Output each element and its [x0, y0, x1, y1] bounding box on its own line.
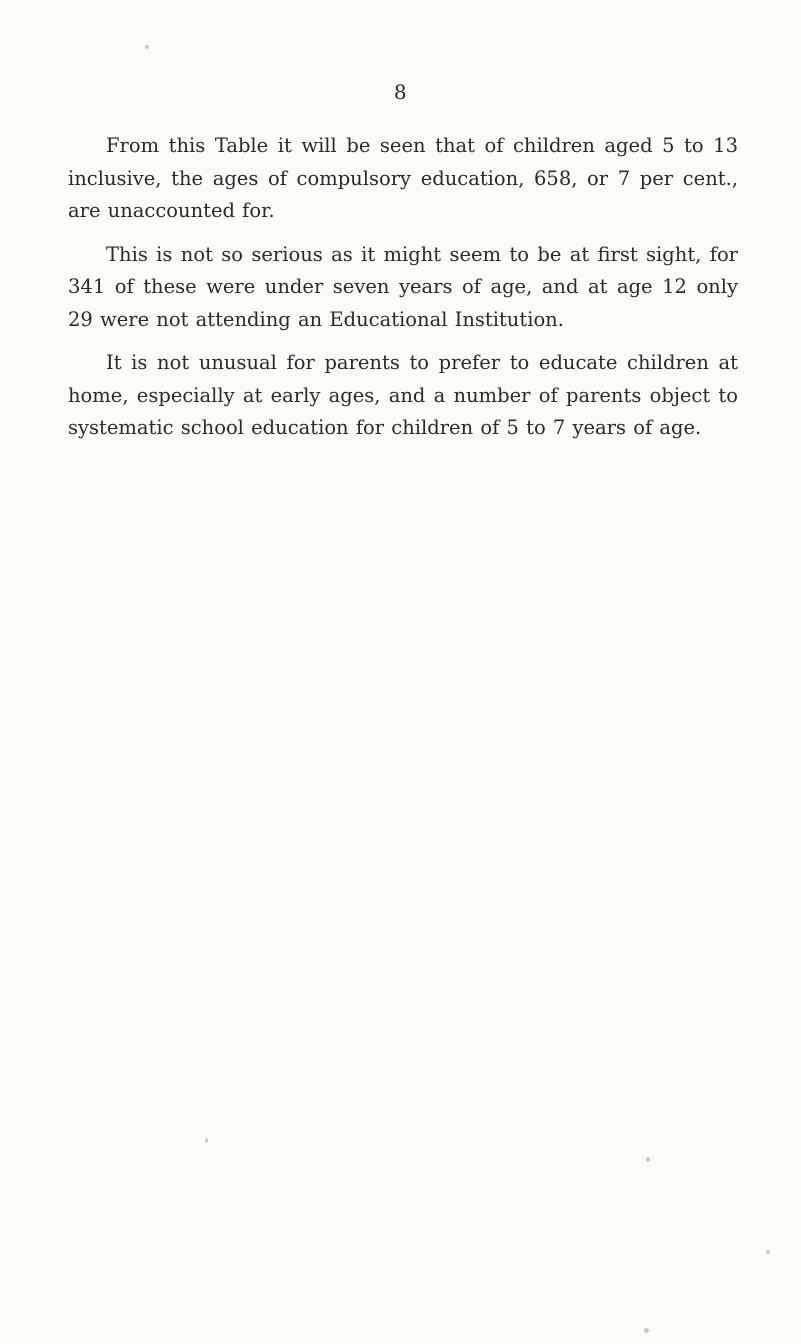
paper-speck [646, 1157, 650, 1162]
paragraph-1: From this Table it will be seen that of children aged 5 to 13 inclusive, the ages of compulsory education, 658, or 7 per cent., are unaccounted for. [68, 134, 738, 222]
paragraph-2: This is not so serious as it might seem to be at first sight, for 341 of these were under seven years of age, and at age 12 only 29 were not attending an Educational Institution. [68, 242, 738, 331]
paper-speck [205, 1138, 208, 1143]
paragraph-3: It is not unusual for parents to prefer to educate children at home, especially at early ages, and a number of parents object to systematic school education for children of 5 to 7 years of age. [68, 351, 738, 439]
body-text [68, 130, 738, 456]
paper-speck [766, 1250, 770, 1254]
paper-speck [644, 1328, 649, 1333]
page-number: 8 [393, 80, 408, 104]
paper-speck [145, 45, 149, 49]
